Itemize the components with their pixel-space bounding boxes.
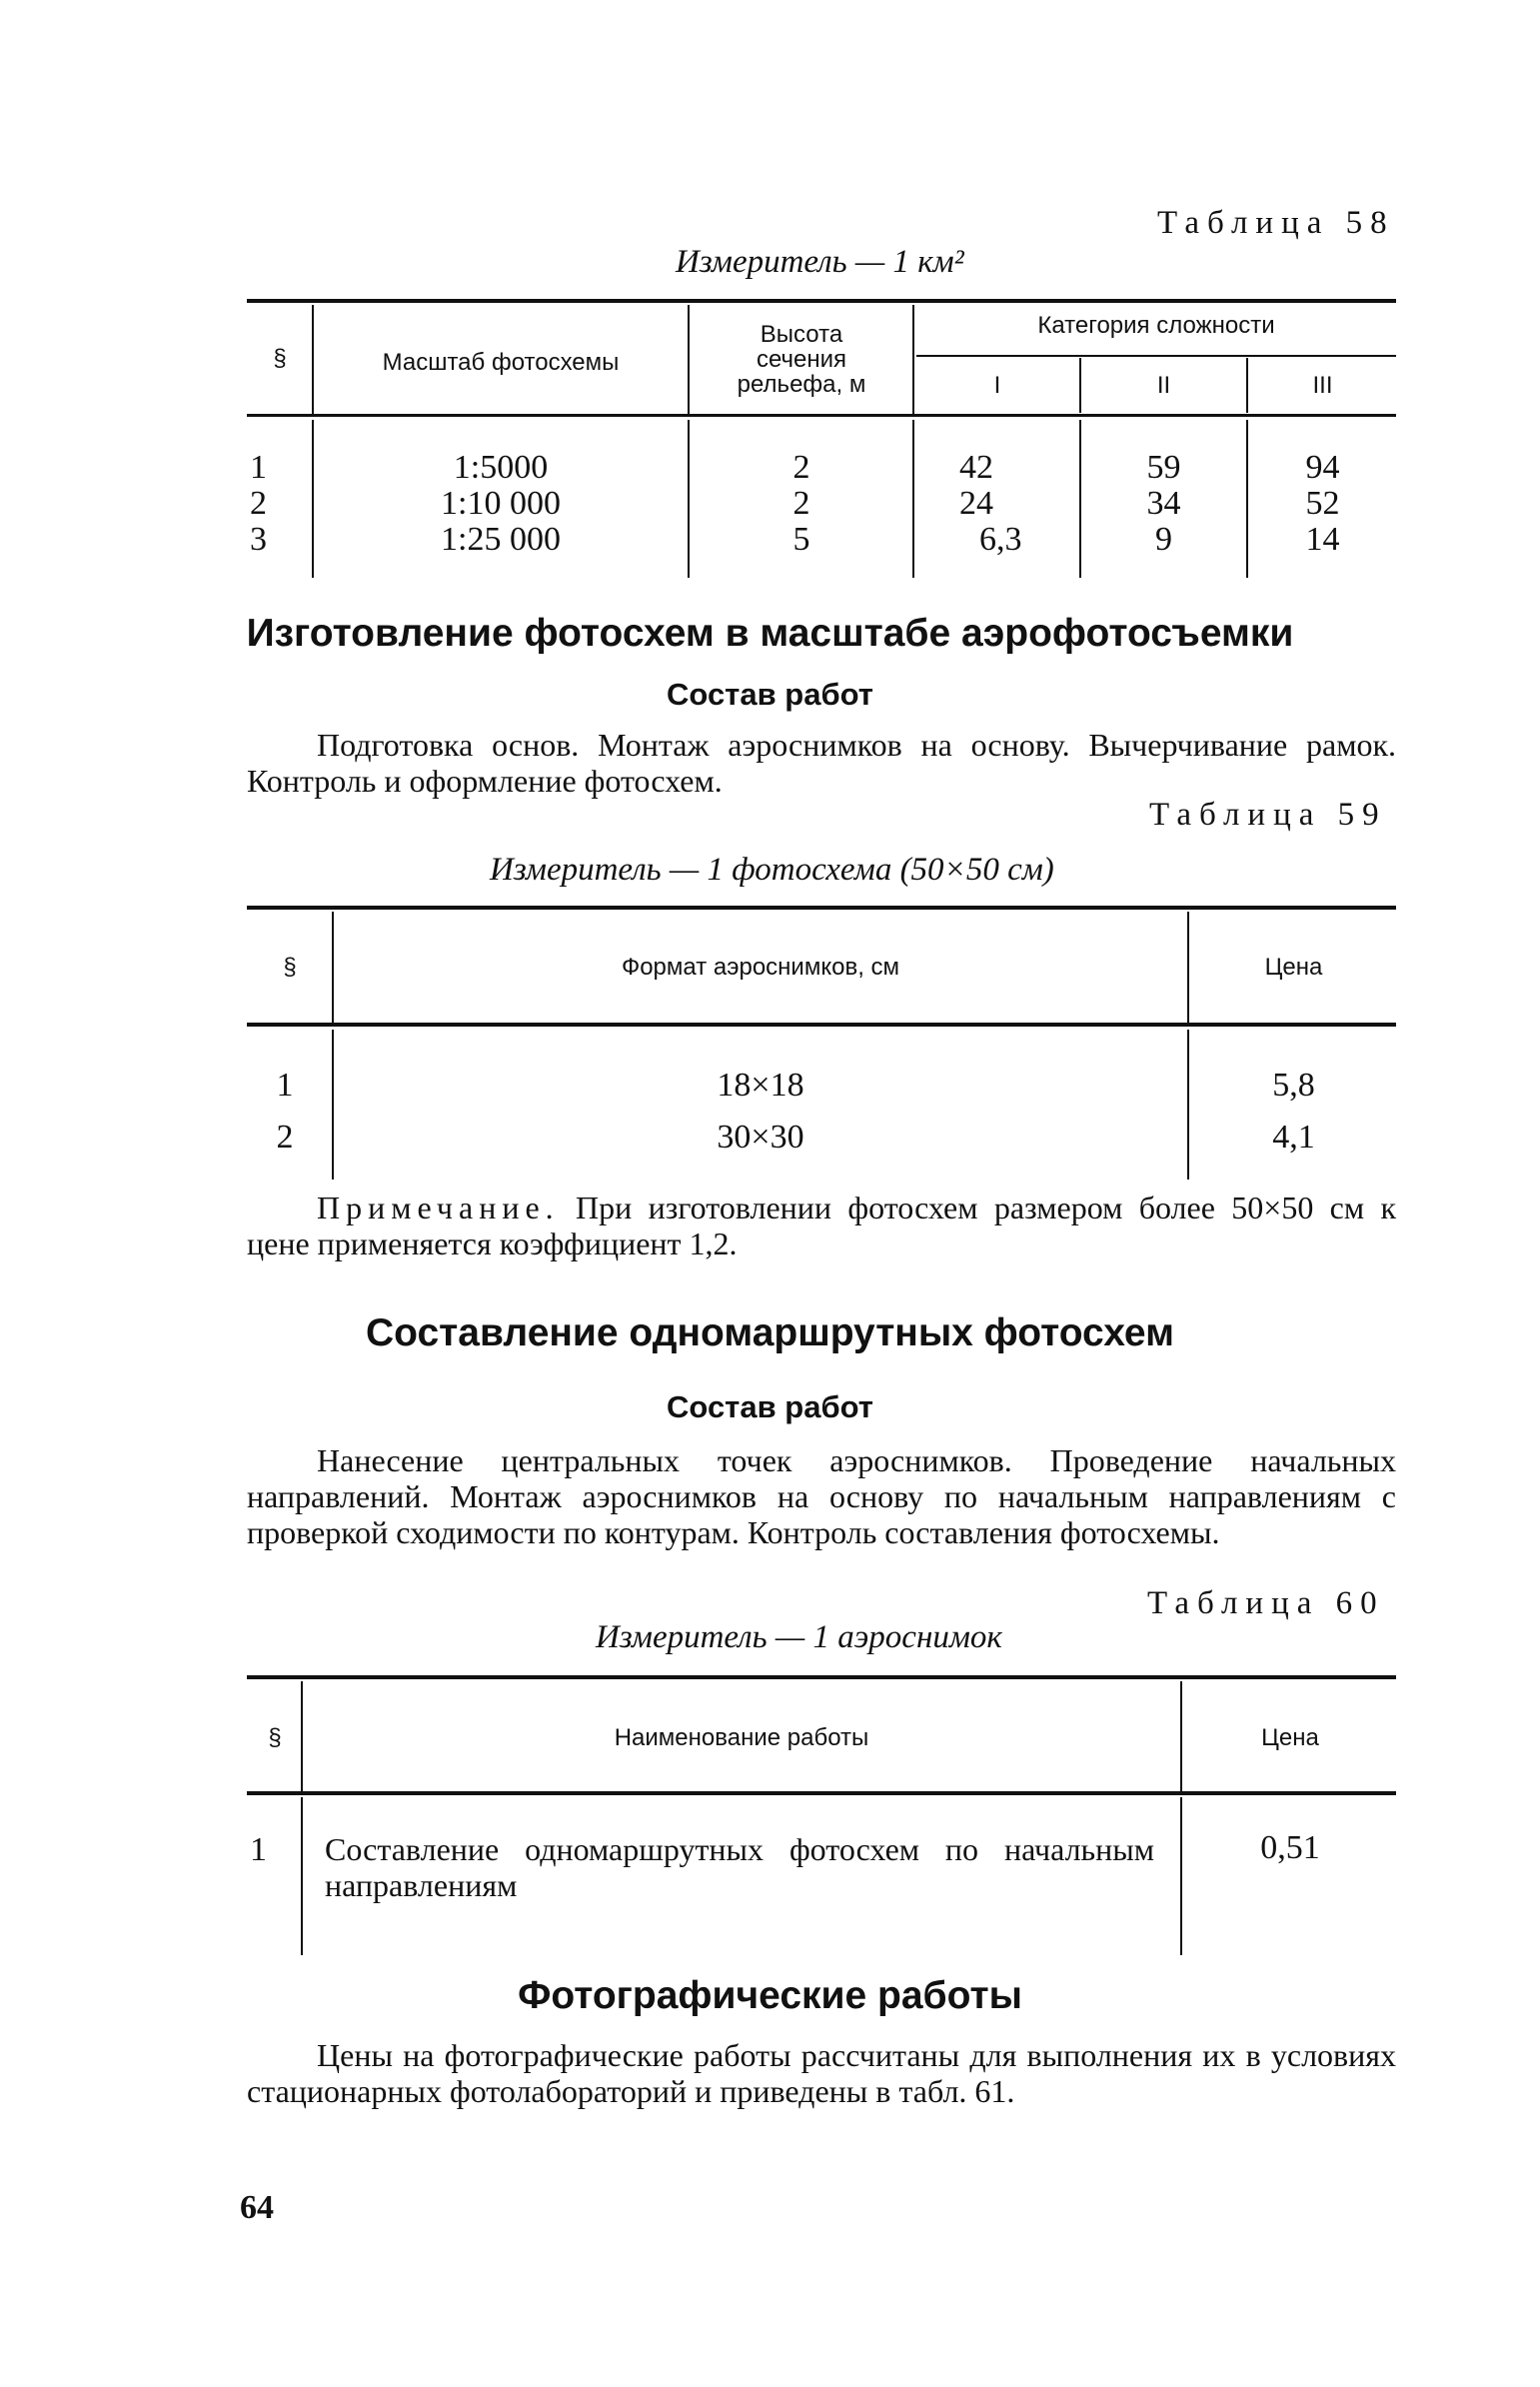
table59-header-num: § [283,954,297,981]
table59-cell: 2 [276,1119,294,1156]
table58-header-category: Категория сложности [1037,312,1275,339]
table59-cell: 1 [276,1067,294,1104]
table60-label: Таблица 60 [1147,1585,1385,1621]
table58-cell: 2 [792,485,810,522]
table59-header-format: Формат аэроснимков, см [621,954,900,981]
table60-header-price: Цена [1261,1724,1319,1751]
table60-header-num: § [268,1724,282,1751]
section1-subtitle: Состав работ [667,677,873,712]
table58-header-num: § [273,345,287,372]
section2-title: Составление одномаршрутных фотосхем [366,1311,1174,1354]
table58-cell: 3 [250,521,267,558]
table58-cell: 1:10 000 [441,485,561,522]
section3-text: Цены на фотографические работы рассчитаны для выполнения их в условиях стационарных фотолабораторий и приведены в табл. 61. [247,2037,1396,2109]
table58-cell: 1:5000 [453,449,549,486]
table60-measure: Измеритель — 1 аэроснимок [596,1619,1002,1655]
table58-cell: 59 [1146,449,1181,486]
page-number: 64 [240,2189,274,2226]
table58-cell: 34 [1146,485,1181,522]
table58-cell: 5 [792,521,810,558]
table58-label: Таблица 58 [1157,205,1395,241]
table59-header-price: Цена [1264,954,1323,981]
table58-cell: 9 [1155,521,1172,558]
table58-cell: 14 [1305,521,1340,558]
table59-measure: Измеритель — 1 фотосхема (50×50 см) [490,852,1054,888]
table60-cell: 1 [250,1831,267,1868]
table58-header-height: Высота сечения рельефа, м [737,321,866,398]
table58-cell: 6,3 [979,521,1022,558]
table58-cell: 2 [250,485,267,522]
table58-measure: Измеритель — 1 км² [676,244,964,280]
section2-text: Нанесение центральных точек аэроснимков. Проведение начальных направлений. Монтаж аэроснимков на основу по начальным направлениям с проверкой сходимости по контурам. Контроль составления фотосхемы. [247,1442,1396,1550]
table60-cell: 0,51 [1260,1829,1320,1866]
section2-subtitle: Состав работ [667,1389,873,1424]
table58-cell: 24 [959,485,993,522]
table59-cell: 5,8 [1272,1067,1315,1104]
table59-cell: 4,1 [1272,1119,1315,1156]
table59-cell: 18×18 [717,1067,804,1104]
table60-cell: Составление одномаршрутных фотосхем по начальным направлениям [325,1831,1154,1903]
table58-cell: 94 [1305,449,1340,486]
table58-cell: 52 [1305,485,1340,522]
table58-header-cat2: II [1156,372,1171,399]
table58-header-cat1: I [993,372,1001,399]
table58-cell: 2 [792,449,810,486]
table59-note-text: При изготовлении фотосхем размером более 50×50 см к цене применяется коэффициент 1,2. [247,1190,1397,1261]
table60-header-name: Наименование работы [614,1724,869,1751]
section1-title: Изготовление фотосхем в масштабе аэрофотосъемки [246,612,1294,655]
table59-cell: 30×30 [717,1119,804,1156]
table59-note-label: Примечание. [317,1190,560,1225]
table59-label: Таблица 59 [1149,797,1387,833]
table58-cell: 1 [250,449,267,486]
table58-header-cat3: III [1312,372,1333,399]
table58-cell: 42 [959,449,993,486]
table58-header-scale: Масштаб фотосхемы [382,349,620,376]
table58-cell: 1:25 000 [441,521,561,558]
section3-title: Фотографические работы [518,1974,1022,2017]
section1-text: Подготовка основ. Монтаж аэроснимков на основу. Вычерчивание рамок. Контроль и оформление фотосхем. [247,727,1396,799]
